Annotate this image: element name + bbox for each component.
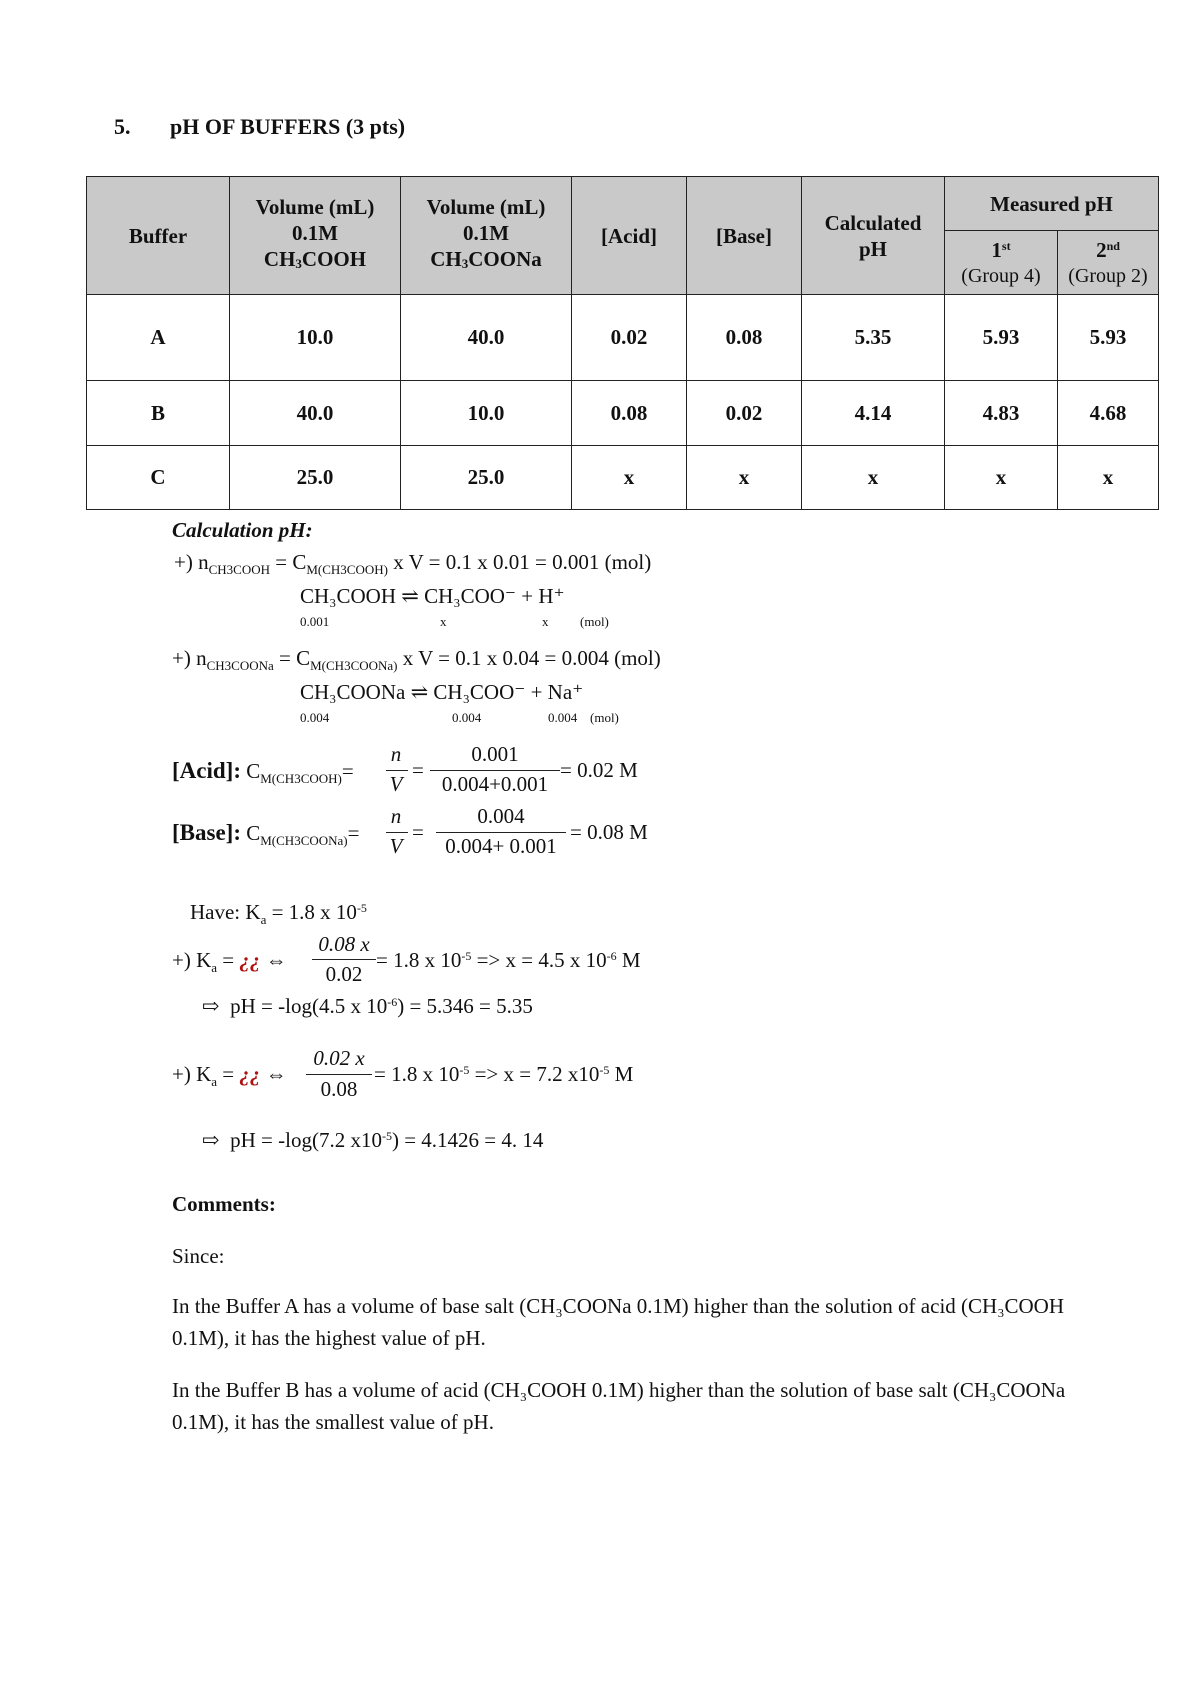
base-denominator: 0.004+ 0.001 [445, 834, 557, 858]
cell-buffer: C [87, 446, 230, 510]
ka-b-denominator: 0.08 [320, 1077, 358, 1101]
comments-since: Since: [172, 1244, 225, 1268]
comments-title: Comments: [172, 1192, 276, 1216]
cell-m1: 5.93 [945, 295, 1058, 381]
header-acid: [Acid] [572, 177, 687, 295]
equation-base-moles-unit: (mol) [590, 710, 619, 725]
ka-a-result: = 1.8 x $10^{-5} => x = 4.5$ x $10^{-6}$ M [376, 948, 641, 972]
equation-acid-dissociation: CH₃COOH ⇌ CH₃COO⁻ + H⁺ [300, 584, 565, 608]
equation-acid-moles-3: x [542, 614, 549, 629]
header-buffer: Buffer [87, 177, 230, 295]
acid-numerator: 0.001 [471, 742, 519, 766]
ka-a-denominator: 0.02 [325, 962, 363, 986]
cell-buffer: A [87, 295, 230, 381]
base-numerator: 0.004 [477, 804, 525, 828]
ka-equation-a: +) $K_a$ = ¿¿ ⇔ [172, 948, 287, 976]
cell-calc: 4.14 [802, 381, 945, 446]
equation-acid-moles-unit: (mol) [580, 614, 609, 629]
section-number: 5. [114, 114, 131, 139]
equation-base-moles-1: 0.004 [300, 710, 330, 725]
acid-v: V [389, 772, 403, 796]
acid-n: n [390, 742, 402, 766]
calculation-title: Calculation pH: [172, 518, 313, 542]
ka-b-numerator: 0.02 x [313, 1046, 365, 1070]
equation-base-moles-3: 0.004 [548, 710, 578, 725]
header-measured-2nd: 2nd (Group 2) [1058, 231, 1159, 295]
header-volume-base: Volume (mL) 0.1M $CH_3COONa$ [401, 177, 572, 295]
cell-vol-acid: 10.0 [230, 295, 401, 381]
cell-calc: x [802, 446, 945, 510]
header-measured-1st: 1st (Group 4) [945, 231, 1058, 295]
cell-vol-acid: 40.0 [230, 381, 401, 446]
cell-acid: x [572, 446, 687, 510]
n-base-line: +) $n_{CH3COONa} = C_{M(CH3COONa)}$ x V = 0.1 x 0.04 = 0.004 (mol) [172, 646, 661, 674]
ka-a-numerator: 0.08 x [318, 932, 370, 956]
cell-calc: 5.35 [802, 295, 945, 381]
cell-m1: 4.83 [945, 381, 1058, 446]
cell-base: 0.02 [687, 381, 802, 446]
cell-base: 0.08 [687, 295, 802, 381]
cell-base: x [687, 446, 802, 510]
comment-paragraph-b: In the Buffer B has a volume of acid (CH₃COOH 0.1M) higher than the solution of base salt (CH₃COONa 0.1M), it has the smallest value of pH. [172, 1378, 1066, 1434]
table-row [87, 295, 1159, 381]
base-concentration-formula: [Base]: $C_{M(CH3COONa)}=$ [172, 820, 360, 849]
cell-buffer: B [87, 381, 230, 446]
cell-m2: x [1058, 446, 1159, 510]
table-row [87, 446, 1159, 510]
ph-a-line: ⇨ pH = -log(4.5 x $10^{-6}) = 5.346 = 5.35$ [202, 994, 533, 1018]
n-acid-line: +) $n_{CH3COOH} = C_{M(CH3COOH)}$ x V = 0.1 x 0.01 = 0.001 (mol) [174, 550, 652, 578]
equation-base-moles-2: 0.004 [452, 710, 482, 725]
header-volume-acid: Volume (mL) 0.1M $CH_3COOH$ [230, 177, 401, 295]
base-equals: = [412, 820, 424, 844]
header-base: [Base] [687, 177, 802, 295]
header-calculated-ph: Calculated pH [802, 177, 945, 295]
buffer-table [86, 176, 1159, 510]
ka-b-result: = 1.8 x $10^{-5} => x = 7.2$ $x10^{-5}$ M [374, 1062, 634, 1086]
table-row [87, 381, 1159, 446]
cell-vol-base: 25.0 [401, 446, 572, 510]
comment-paragraph-a: In the Buffer A has a volume of base salt (CH₃COONa 0.1M) higher than the solution of acid (CH₃COOH 0.1M), it has the highest value of pH. [172, 1294, 1065, 1350]
acid-result: = 0.02 M [560, 758, 638, 782]
section-heading [114, 114, 405, 140]
base-result: = 0.08 M [570, 820, 648, 844]
cell-vol-base: 10.0 [401, 381, 572, 446]
cell-m2: 5.93 [1058, 295, 1159, 381]
equation-base-dissociation: CH₃COONa ⇌ CH₃COO⁻ + Na⁺ [300, 680, 584, 704]
ka-given: Have: $K_a = 1.8$ x $10^{-5}$ [190, 900, 367, 928]
ka-equation-b: +) $K_a$ = ¿¿ ⇔ [172, 1062, 287, 1090]
acid-equals: = [412, 758, 424, 782]
acid-concentration-formula: [Acid]: $C_{M(CH3COOH)}=$ [172, 758, 354, 787]
acid-denominator: 0.004+0.001 [441, 772, 549, 796]
cell-acid: 0.08 [572, 381, 687, 446]
header-measured-ph: Measured pH [945, 177, 1159, 231]
cell-vol-acid: 25.0 [230, 446, 401, 510]
cell-vol-base: 40.0 [401, 295, 572, 381]
cell-m1: x [945, 446, 1058, 510]
base-v: V [389, 834, 403, 858]
base-n: n [390, 804, 402, 828]
equation-acid-moles-2: x [440, 614, 447, 629]
section-title: pH OF BUFFERS (3 pts) [170, 114, 406, 139]
equation-acid-moles-1: 0.001 [300, 614, 330, 629]
ph-b-line: ⇨ pH = -log(7.2 $x10^{-5}) = 4.1426 = 4$. 14 [202, 1128, 544, 1152]
cell-m2: 4.68 [1058, 381, 1159, 446]
cell-acid: 0.02 [572, 295, 687, 381]
